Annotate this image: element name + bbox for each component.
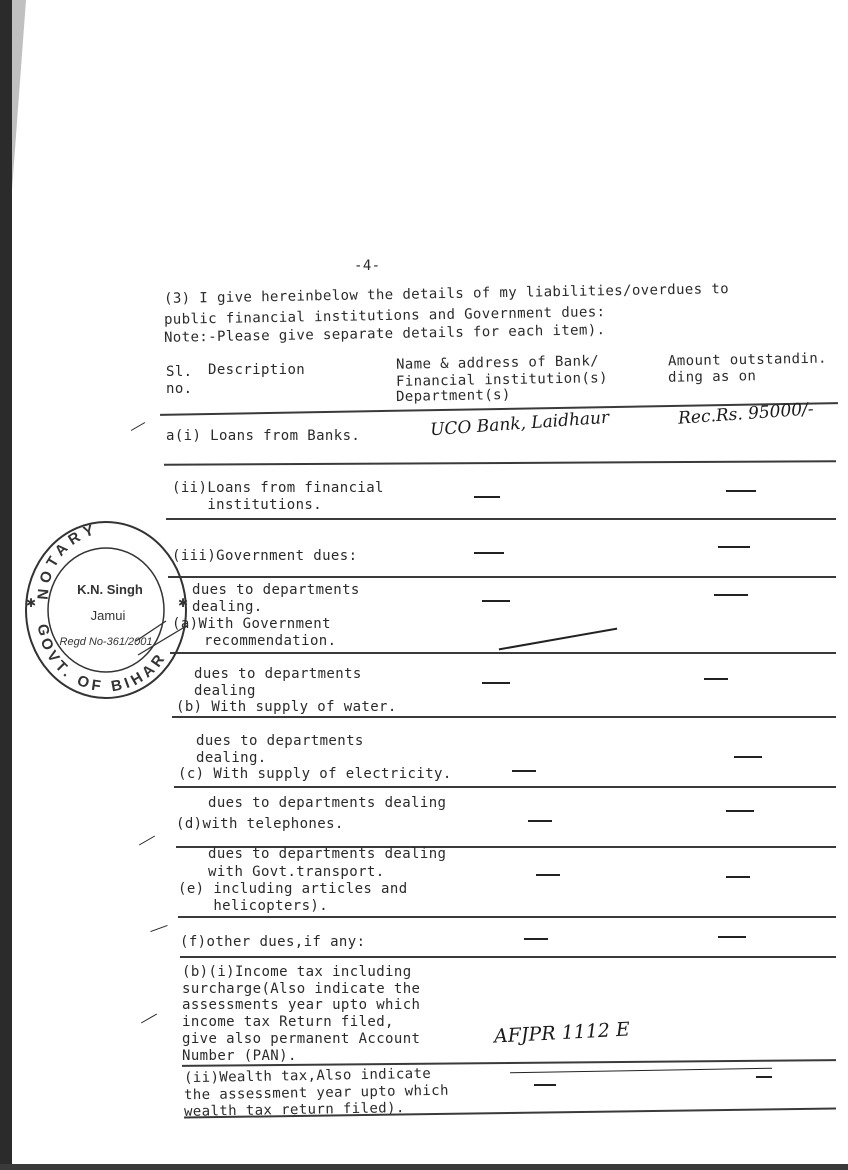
stamp-place: Jamui xyxy=(90,608,126,623)
row-label: (b)(i)Income tax including xyxy=(182,964,412,980)
row-rule xyxy=(170,652,836,654)
intro-line-2: public financial institutions and Government dues: xyxy=(163,304,606,328)
row-label: dues to departments xyxy=(192,582,360,598)
row-rule xyxy=(166,518,836,520)
row-label: assessments year upto which xyxy=(182,997,421,1013)
nil-dash xyxy=(714,594,748,596)
nil-dash xyxy=(512,770,536,772)
header-name-line-3: Department(s) xyxy=(395,386,511,406)
nil-dash xyxy=(718,546,750,548)
row-label: (iii)Government dues: xyxy=(172,548,358,564)
header-amount-line-2: ding as on xyxy=(667,368,757,386)
nil-dash xyxy=(482,682,510,684)
row-label: institutions. xyxy=(172,497,323,513)
nil-dash xyxy=(734,756,762,758)
header-name-line-1: Name & address of Bank/ xyxy=(395,353,600,373)
stamp-star-left: ✱ xyxy=(26,596,37,610)
margin-tick xyxy=(139,836,155,846)
header-name-line-2: Financial institution(s) xyxy=(395,370,609,390)
row-label: dues to departments dealing xyxy=(208,846,447,862)
row-rule xyxy=(164,460,836,466)
nil-dash xyxy=(474,496,500,498)
stamp-top-arc: NOTARY xyxy=(34,520,101,601)
nil-dash xyxy=(534,1084,556,1086)
nil-dash xyxy=(528,820,552,822)
row-label: dealing. xyxy=(192,599,263,615)
row-rule xyxy=(172,716,836,718)
row-label: (c) With supply of electricity. xyxy=(178,766,452,782)
row-label: dues to departments xyxy=(196,733,364,749)
margin-tick xyxy=(141,1014,157,1024)
row-rule xyxy=(178,916,836,918)
row-rule xyxy=(174,786,836,788)
stamp-bottom-arc: GOVT. OF BIHAR xyxy=(33,622,171,696)
intro-line-1: (3) I give hereinbelow the details of my liabilities/overdues to xyxy=(163,281,730,307)
scan-shadow-left xyxy=(0,0,12,1170)
row-rule xyxy=(180,956,836,958)
handwritten-pan: AFJPR 1112 E xyxy=(493,1018,631,1048)
nil-dash xyxy=(704,678,728,680)
row-label: (d)with telephones. xyxy=(176,816,344,832)
nil-dash xyxy=(756,1076,772,1078)
page-number: -4- xyxy=(354,258,381,274)
row-label: (b) With supply of water. xyxy=(176,699,397,715)
row-label: (ii)Loans from financial xyxy=(172,480,384,496)
scan-shadow-bottom xyxy=(0,1164,848,1170)
margin-tick xyxy=(150,925,167,932)
scan-shadow-corner xyxy=(12,0,26,190)
row-label: give also permanent Account xyxy=(182,1031,421,1047)
notary-stamp xyxy=(18,505,198,705)
row-label: dues to departments dealing xyxy=(208,795,447,811)
row-label: (a)With Government xyxy=(172,616,331,632)
row-label: surcharge(Also indicate the xyxy=(182,981,421,997)
row-label: income tax Return filed, xyxy=(182,1014,394,1030)
row-rule xyxy=(168,576,836,578)
stamp-name: K.N. Singh xyxy=(77,582,143,597)
header-sl: Sl. xyxy=(166,364,193,380)
stamp-regd: Regd No-361/2001 xyxy=(59,636,153,648)
margin-tick xyxy=(131,422,145,431)
header-amount-line-1: Amount outstandin. xyxy=(667,350,828,370)
nil-dash xyxy=(474,552,504,554)
row-label: a(i) Loans from Banks. xyxy=(166,428,361,444)
row-label: (ii)Wealth tax,Also indicate xyxy=(183,1065,432,1087)
row-label: (f)other dues,if any: xyxy=(180,934,366,950)
row-label: with Govt.transport. xyxy=(208,864,385,880)
header-no: no. xyxy=(166,381,193,397)
row-label: wealth tax return filed). xyxy=(183,1100,405,1120)
row-label: (e) including articles and xyxy=(178,881,408,897)
header-description: Description xyxy=(208,362,306,378)
blank-line xyxy=(510,1068,772,1074)
nil-dash xyxy=(726,810,754,812)
pen-stroke xyxy=(499,628,618,651)
row-label: Number (PAN). xyxy=(182,1048,297,1064)
handwritten-bank-name: UCO Bank, Laidhaur xyxy=(429,407,610,441)
row-label: dues to departments xyxy=(194,666,362,682)
row-label: dealing. xyxy=(196,750,267,766)
nil-dash xyxy=(726,876,750,878)
row-label: helicopters). xyxy=(178,898,329,914)
nil-dash xyxy=(718,936,746,938)
row-label: recommendation. xyxy=(204,633,337,649)
nil-dash xyxy=(726,490,756,492)
stamp-star-right: ✱ xyxy=(178,596,189,610)
nil-dash xyxy=(524,938,548,940)
row-label: the assessment year upto which xyxy=(183,1082,449,1104)
handwritten-amount: Rec.Rs. 95000/- xyxy=(677,399,815,429)
nil-dash xyxy=(482,600,510,602)
nil-dash xyxy=(536,874,560,876)
intro-line-3: Note:-Please give separate details for each item). xyxy=(163,322,606,346)
row-label: dealing xyxy=(194,683,256,699)
